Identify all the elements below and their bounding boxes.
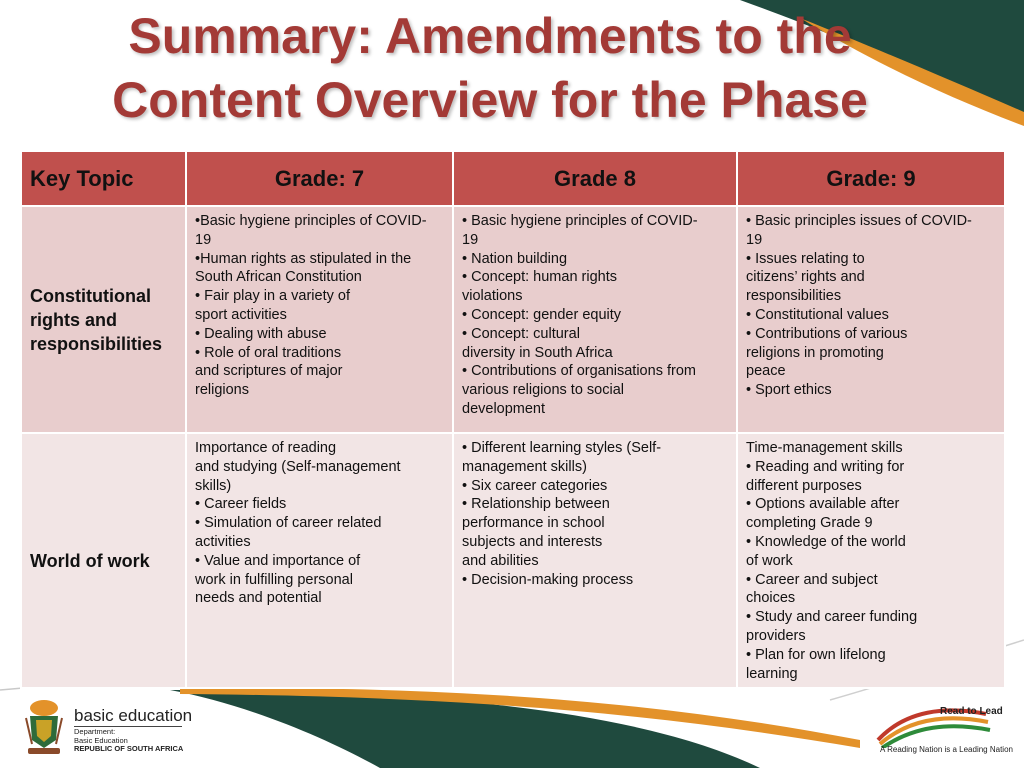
cell-line: different purposes xyxy=(746,477,862,494)
cell-line: • Six career categories xyxy=(462,477,608,494)
cell-line: • Reading and writing for xyxy=(746,458,905,475)
cell-line: skills) xyxy=(195,477,232,494)
cell-line: of work xyxy=(746,552,793,569)
cell-line: World of work xyxy=(30,551,150,572)
coat-of-arms-icon xyxy=(22,698,66,756)
cell-line: choices xyxy=(746,590,796,607)
read-to-lead-tagline: A Reading Nation is a Leading Nation xyxy=(880,745,1013,754)
cell-line: • Decision-making process xyxy=(462,571,634,588)
cell-line: 19 xyxy=(195,231,212,248)
cell-line: • Basic principles issues of COVID- xyxy=(746,213,972,229)
dept-details xyxy=(74,728,183,754)
cell-line: • Concept: gender equity xyxy=(462,306,622,323)
cell-line: • Options available after xyxy=(746,496,900,513)
cell-line: • Nation building xyxy=(462,250,568,267)
dept-line-1: Department: xyxy=(74,727,116,736)
title-line-2: Content Overview for the Phase xyxy=(112,72,868,128)
cell-line: • Constitutional values xyxy=(746,306,889,323)
cell-line: • Plan for own lifelong xyxy=(746,646,886,663)
table-row xyxy=(21,433,1005,688)
read-to-lead-title: Read to Lead xyxy=(940,706,1003,717)
dept-name: basic education xyxy=(74,706,193,725)
cell-line: 19 xyxy=(462,231,479,248)
table-header-row xyxy=(21,151,1005,206)
cell-line: management skills) xyxy=(462,458,587,475)
cell-line: • Basic hygiene principles of COVID- xyxy=(462,213,698,229)
cell-line: rights and xyxy=(30,310,118,330)
cell-line: • Different learning styles (Self- xyxy=(462,440,662,456)
cell-line: • Concept: human rights xyxy=(462,269,617,286)
cell-line: work in fulfilling personal xyxy=(195,571,353,588)
grade-7-cell xyxy=(186,206,453,433)
header-grade-9: Grade: 9 xyxy=(737,151,1005,206)
header-grade-8: Grade 8 xyxy=(453,151,737,206)
header-grade-7: Grade: 7 xyxy=(186,151,453,206)
cell-line: and abilities xyxy=(462,552,539,569)
table-row xyxy=(21,206,1005,433)
grade-9-cell xyxy=(737,206,1005,433)
cell-line: • Study and career funding xyxy=(746,609,918,626)
cell-line: various religions to social xyxy=(462,382,624,399)
page-title xyxy=(40,4,940,132)
cell-line: • Value and importance of xyxy=(195,552,361,569)
cell-line: diversity in South Africa xyxy=(462,344,613,361)
grade-9-cell xyxy=(737,433,1005,688)
cell-line: completing Grade 9 xyxy=(746,515,873,532)
cell-line: • Contributions of various xyxy=(746,325,908,342)
cell-line: • Career fields xyxy=(195,496,287,513)
cell-line: subjects and interests xyxy=(462,533,603,550)
header-key-topic: Key Topic xyxy=(21,151,186,206)
grade-8-cell xyxy=(453,433,737,688)
cell-line: and studying (Self-management xyxy=(195,458,401,475)
title-line-1: Summary: Amendments to the xyxy=(128,8,852,64)
cell-line: • Dealing with abuse xyxy=(195,325,327,342)
cell-line: •Human rights as stipulated in the xyxy=(195,250,412,267)
cell-line: peace xyxy=(746,363,786,380)
cell-line: providers xyxy=(746,627,806,644)
cell-line: South African Constitution xyxy=(195,269,362,286)
cell-line: • Contributions of organisations from xyxy=(462,363,696,380)
cell-line: and scriptures of major xyxy=(195,363,343,380)
cell-line: performance in school xyxy=(462,515,605,532)
cell-line: 19 xyxy=(746,231,763,248)
grade-7-cell xyxy=(186,433,453,688)
cell-line: religions xyxy=(195,382,249,399)
cell-line: religions in promoting xyxy=(746,344,884,361)
cell-line: •Basic hygiene principles of COVID- xyxy=(195,213,427,229)
cell-line: • Issues relating to xyxy=(746,250,865,267)
cell-line: responsibilities xyxy=(746,288,842,305)
cell-line: Importance of reading xyxy=(195,440,337,456)
content-overview-table xyxy=(20,150,1006,689)
cell-line: • Career and subject xyxy=(746,571,878,588)
cell-line: responsibilities xyxy=(30,334,163,354)
cell-line: • Fair play in a variety of xyxy=(195,288,350,305)
cell-line: • Knowledge of the world xyxy=(746,533,906,550)
topic-cell xyxy=(21,433,186,688)
cell-line: violations xyxy=(462,288,523,305)
topic-cell xyxy=(21,206,186,433)
cell-line: learning xyxy=(746,665,798,682)
cell-line: Constitutional xyxy=(30,286,151,306)
grade-8-cell xyxy=(453,206,737,433)
dept-line-3: REPUBLIC OF SOUTH AFRICA xyxy=(74,744,184,753)
cell-line: needs and potential xyxy=(195,590,322,607)
cell-line: • Sport ethics xyxy=(746,382,832,399)
cell-line: citizens’ rights and xyxy=(746,269,865,286)
dept-line-2: Basic Education xyxy=(74,735,128,745)
cell-line: activities xyxy=(195,533,251,550)
cell-line: • Role of oral traditions xyxy=(195,344,342,361)
cell-line: Time-management skills xyxy=(746,440,903,456)
cell-line: development xyxy=(462,400,546,417)
cell-line: • Concept: cultural xyxy=(462,325,580,342)
cell-line: sport activities xyxy=(195,306,287,323)
cell-line: • Simulation of career related xyxy=(195,515,382,532)
cell-line: • Relationship between xyxy=(462,496,610,513)
